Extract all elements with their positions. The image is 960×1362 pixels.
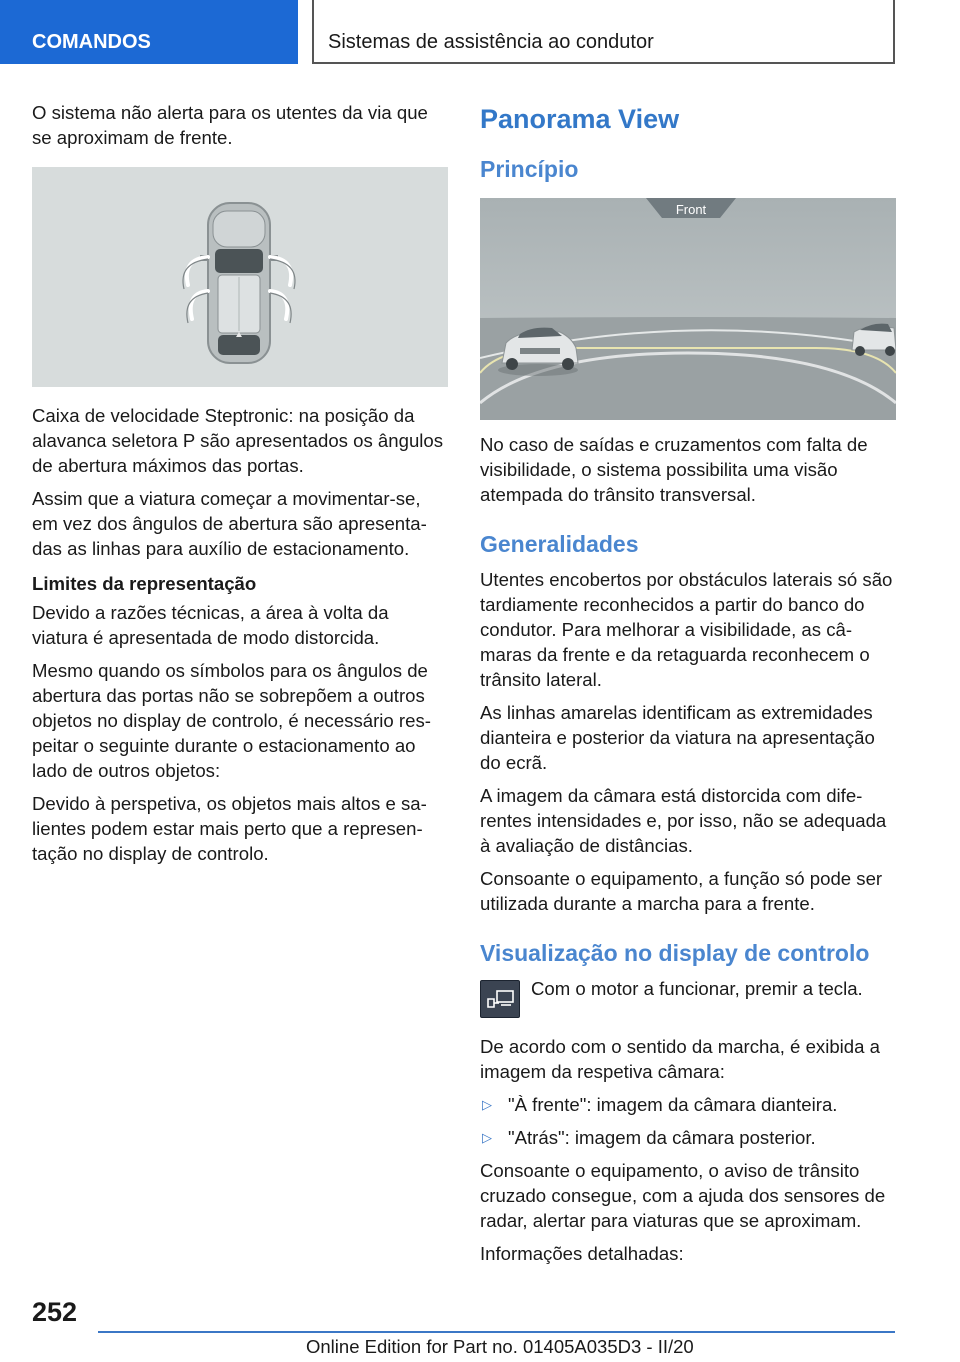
intro-paragraph: O sistema não alerta para os utentes da via que se aproximam de frente. (32, 102, 428, 148)
limits-paragraph-2: Mesmo quando os símbolos para os ângulos de abertura das portas não se sobrepõem a outros objetos no display de controlo, é necessário res-peitar o seguinte durante o estacionamento ao lado de outros objetos: (32, 660, 431, 781)
left-column (32, 100, 448, 874)
footer-divider (98, 1331, 895, 1333)
door-angle-illustration (32, 167, 448, 387)
panorama-view-title: Panorama View (480, 104, 680, 134)
general-paragraph-1: Utentes encobertos por obstáculos laterais só são tardiamente reconhecidos a partir do banco do condutor. Para melhorar a visibilidade, as câ-maras da frente e da retaguarda reconhecem o trânsito lateral. (480, 569, 893, 690)
steptronic-caption: Caixa de velocidade Steptronic: na posição da alavanca seletora P são apresentados os ângulos de abertura máximos das portas. (32, 405, 444, 476)
camera-bullet-list (480, 1092, 896, 1150)
right-column (480, 100, 896, 1274)
bullet-triangle-icon: ▷ (482, 1097, 492, 1112)
panorama-camera-illustration (480, 198, 896, 420)
list-item: ▷ "À frente": imagem da câmara dianteira. (482, 1094, 838, 1115)
camera-view-icon (480, 198, 896, 420)
limits-paragraph-1: Devido a razões técnicas, a área à volta da viatura é apresentada de modo distorcida. (32, 602, 389, 648)
principle-text: No caso de saídas e cruzamentos com falta de visibilidade, o sistema possibilita uma visão atempada do trânsito transversal. (480, 434, 868, 505)
chapter-title: Sistemas de assistência ao condutor (312, 0, 895, 64)
section-tab: COMANDOS (0, 0, 298, 64)
limits-paragraph-3: Devido à perspetiva, os objetos mais altos e sa-lientes podem estar mais perto que a represen-tação no display de controlo. (32, 793, 427, 864)
front-label: Front (675, 202, 707, 217)
traffic-warning-text: Consoante o equipamento, o aviso de trânsito cruzado consegue, com a ajuda dos sensores de radar, alertar para viaturas que se aproximam. (480, 1160, 886, 1231)
page-number: 252 (32, 1297, 78, 1327)
display-heading: Visualização no display de controlo (480, 940, 870, 966)
camera-key-instruction (480, 976, 896, 1020)
bullet-triangle-icon: ▷ (482, 1130, 492, 1145)
detail-text: Informações detalhadas: (480, 1243, 684, 1264)
general-paragraph-3: A imagem da câmara está distorcida com dife-rentes intensidades e, por isso, não se adequada à avaliação de distâncias. (480, 785, 887, 856)
page-header (0, 0, 960, 66)
general-paragraph-4: Consoante o equipamento, a função só pode ser utilizada durante a marcha para a frente. (480, 868, 883, 914)
limits-heading: Limites da representação (32, 573, 257, 594)
moving-paragraph: Assim que a viatura começar a movimentar-se, em vez dos ângulos de abertura são apresenta-das as linhas para auxílio de estacionamento. (32, 488, 427, 559)
direction-text: De acordo com o sentido da marcha, é exibida a imagem da respetiva câmara: (480, 1036, 880, 1082)
key-text: Com o motor a funcionar, premir a tecla. (531, 978, 863, 999)
general-paragraph-2: As linhas amarelas identificam as extremidades dianteira e posterior da viatura na apresentação do ecrã. (480, 702, 875, 773)
list-item: ▷ "Atrás": imagem da câmara posterior. (482, 1127, 816, 1148)
edition-footer: Online Edition for Part no. 01405A035D3 - II/20 (306, 1336, 694, 1357)
general-heading: Generalidades (480, 531, 639, 557)
principle-heading: Princípio (480, 156, 579, 182)
car-top-view-icon (32, 167, 448, 387)
camera-button-icon (480, 980, 520, 1018)
